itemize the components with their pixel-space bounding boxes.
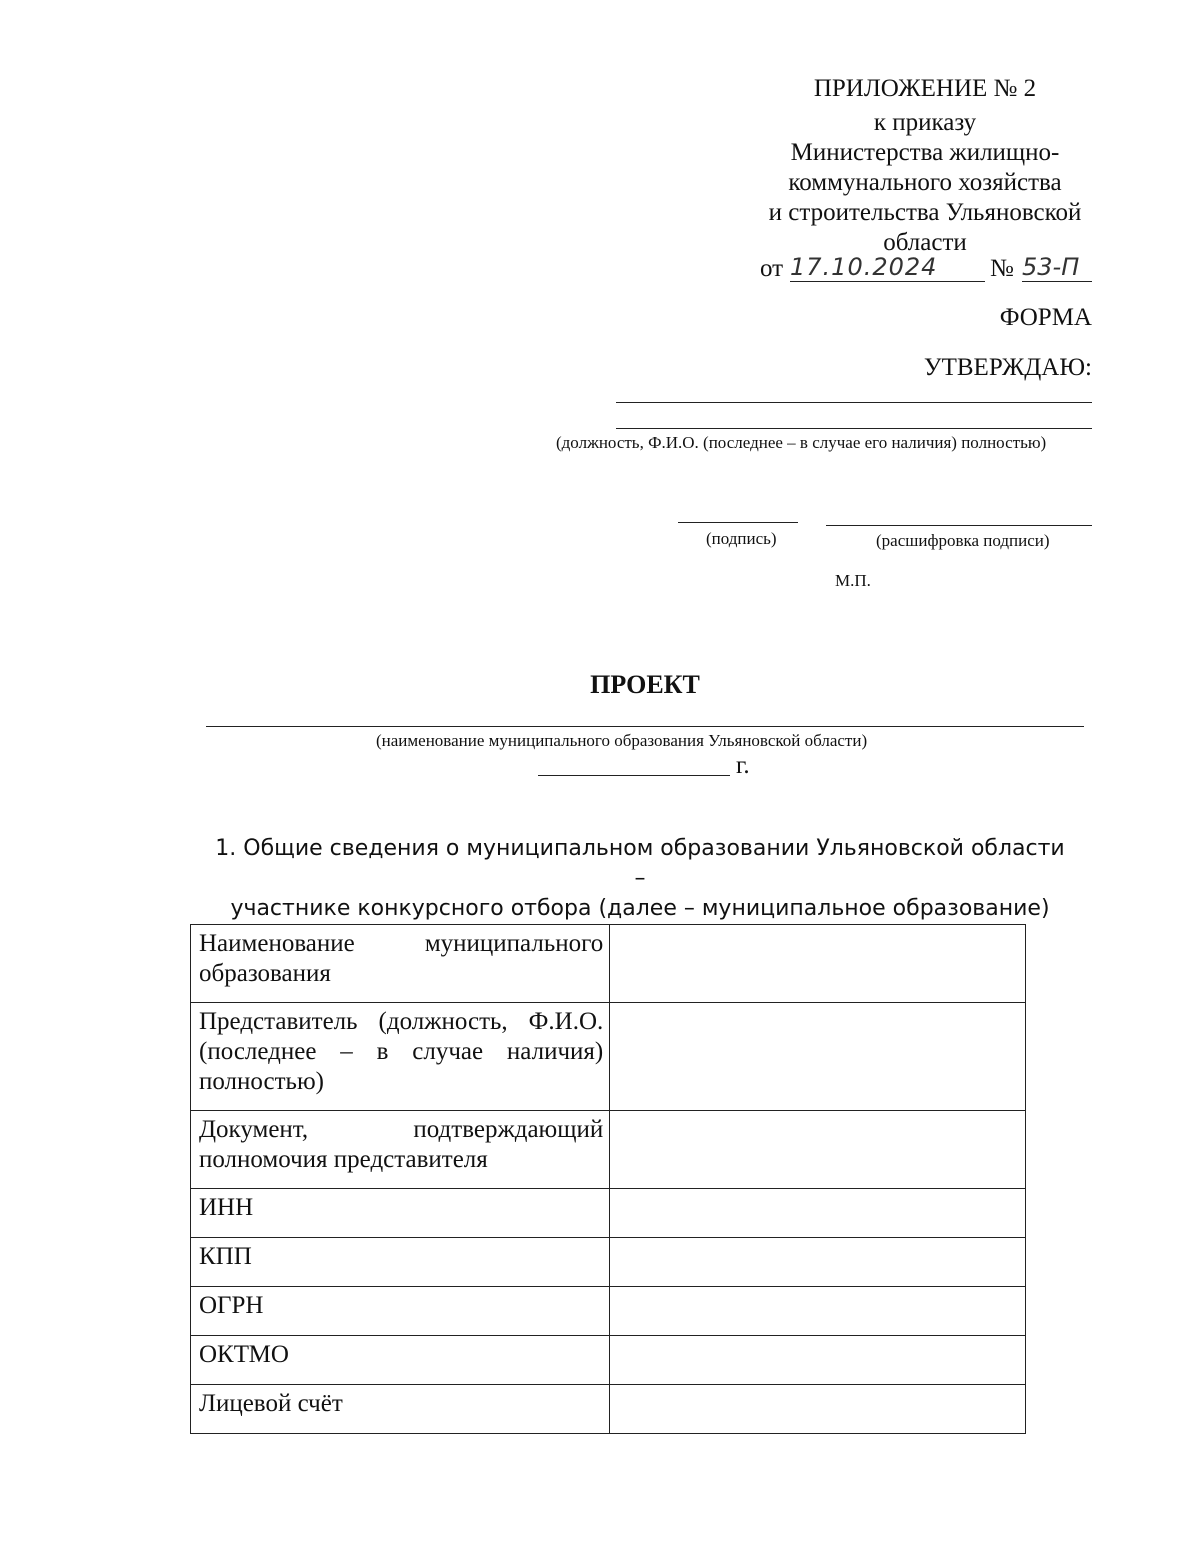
municipality-info-table <box>190 924 1026 1434</box>
row-value-account[interactable] <box>610 1385 1026 1434</box>
header-line-4: и строительства Ульяновской <box>768 199 1082 226</box>
stamp-label: М.П. <box>835 571 871 590</box>
row-label-kpp: КПП <box>191 1238 610 1287</box>
project-title: ПРОЕКТ <box>590 670 700 699</box>
table-row <box>191 1003 1026 1111</box>
table-row <box>191 1189 1026 1238</box>
header-line-2: Министерства жилищно- <box>790 139 1060 166</box>
municipality-caption: (наименование муниципального образования Ульяновской области) <box>376 731 868 750</box>
position-line-2 <box>616 428 1092 429</box>
section-heading-line-1: 1. Общие сведения о муниципальном образовании Ульяновской области – <box>215 836 1065 891</box>
order-number: 53-П <box>1022 253 1092 282</box>
table-row <box>191 925 1026 1003</box>
section-heading <box>210 834 1070 924</box>
year-line <box>538 775 730 776</box>
position-line-1 <box>616 402 1092 403</box>
table-row <box>191 1336 1026 1385</box>
signature-caption: (подпись) <box>706 529 777 548</box>
signature-line <box>678 522 798 523</box>
number-prefix: № <box>990 255 1014 282</box>
order-date: 17.10.2024 <box>790 253 985 282</box>
row-value-name[interactable] <box>610 925 1026 1003</box>
decoding-line <box>826 525 1092 526</box>
decoding-caption: (расшифровка подписи) <box>876 531 1050 550</box>
row-value-inn[interactable] <box>610 1189 1026 1238</box>
year-suffix: г. <box>736 752 750 779</box>
row-label-authority-document: Документ, подтверждающий полномочия представителя <box>191 1111 610 1189</box>
row-label-account: Лицевой счёт <box>191 1385 610 1434</box>
row-label-ogrn: ОГРН <box>191 1287 610 1336</box>
header-line-5: области <box>883 229 967 256</box>
appendix-title: ПРИЛОЖЕНИЕ № 2 <box>813 75 1037 102</box>
position-caption: (должность, Ф.И.О. (последнее – в случае его наличия) полностью) <box>556 433 1047 452</box>
date-prefix: от <box>760 255 784 282</box>
order-date-line <box>760 253 1100 287</box>
table-row <box>191 1287 1026 1336</box>
row-label-name: Наименование муниципального образования <box>191 925 610 1003</box>
row-value-ogrn[interactable] <box>610 1287 1026 1336</box>
approval-title: УТВЕРЖДАЮ: <box>923 354 1092 381</box>
row-label-representative: Представитель (должность, Ф.И.О. (последнее – в случае наличия) полностью) <box>191 1003 610 1111</box>
section-heading-line-2: участнике конкурсного отбора (далее – муниципальное образование) <box>230 896 1050 921</box>
row-value-authority-document[interactable] <box>610 1111 1026 1189</box>
row-value-kpp[interactable] <box>610 1238 1026 1287</box>
table-row <box>191 1238 1026 1287</box>
row-label-oktmo: ОКТМО <box>191 1336 610 1385</box>
form-label: ФОРМА <box>999 304 1092 331</box>
row-value-representative[interactable] <box>610 1003 1026 1111</box>
header-line-3: коммунального хозяйства <box>788 169 1062 196</box>
municipality-line <box>206 726 1084 727</box>
table-row <box>191 1385 1026 1434</box>
row-value-oktmo[interactable] <box>610 1336 1026 1385</box>
table-row <box>191 1111 1026 1189</box>
header-line-1: к приказу <box>873 109 977 136</box>
row-label-inn: ИНН <box>191 1189 610 1238</box>
